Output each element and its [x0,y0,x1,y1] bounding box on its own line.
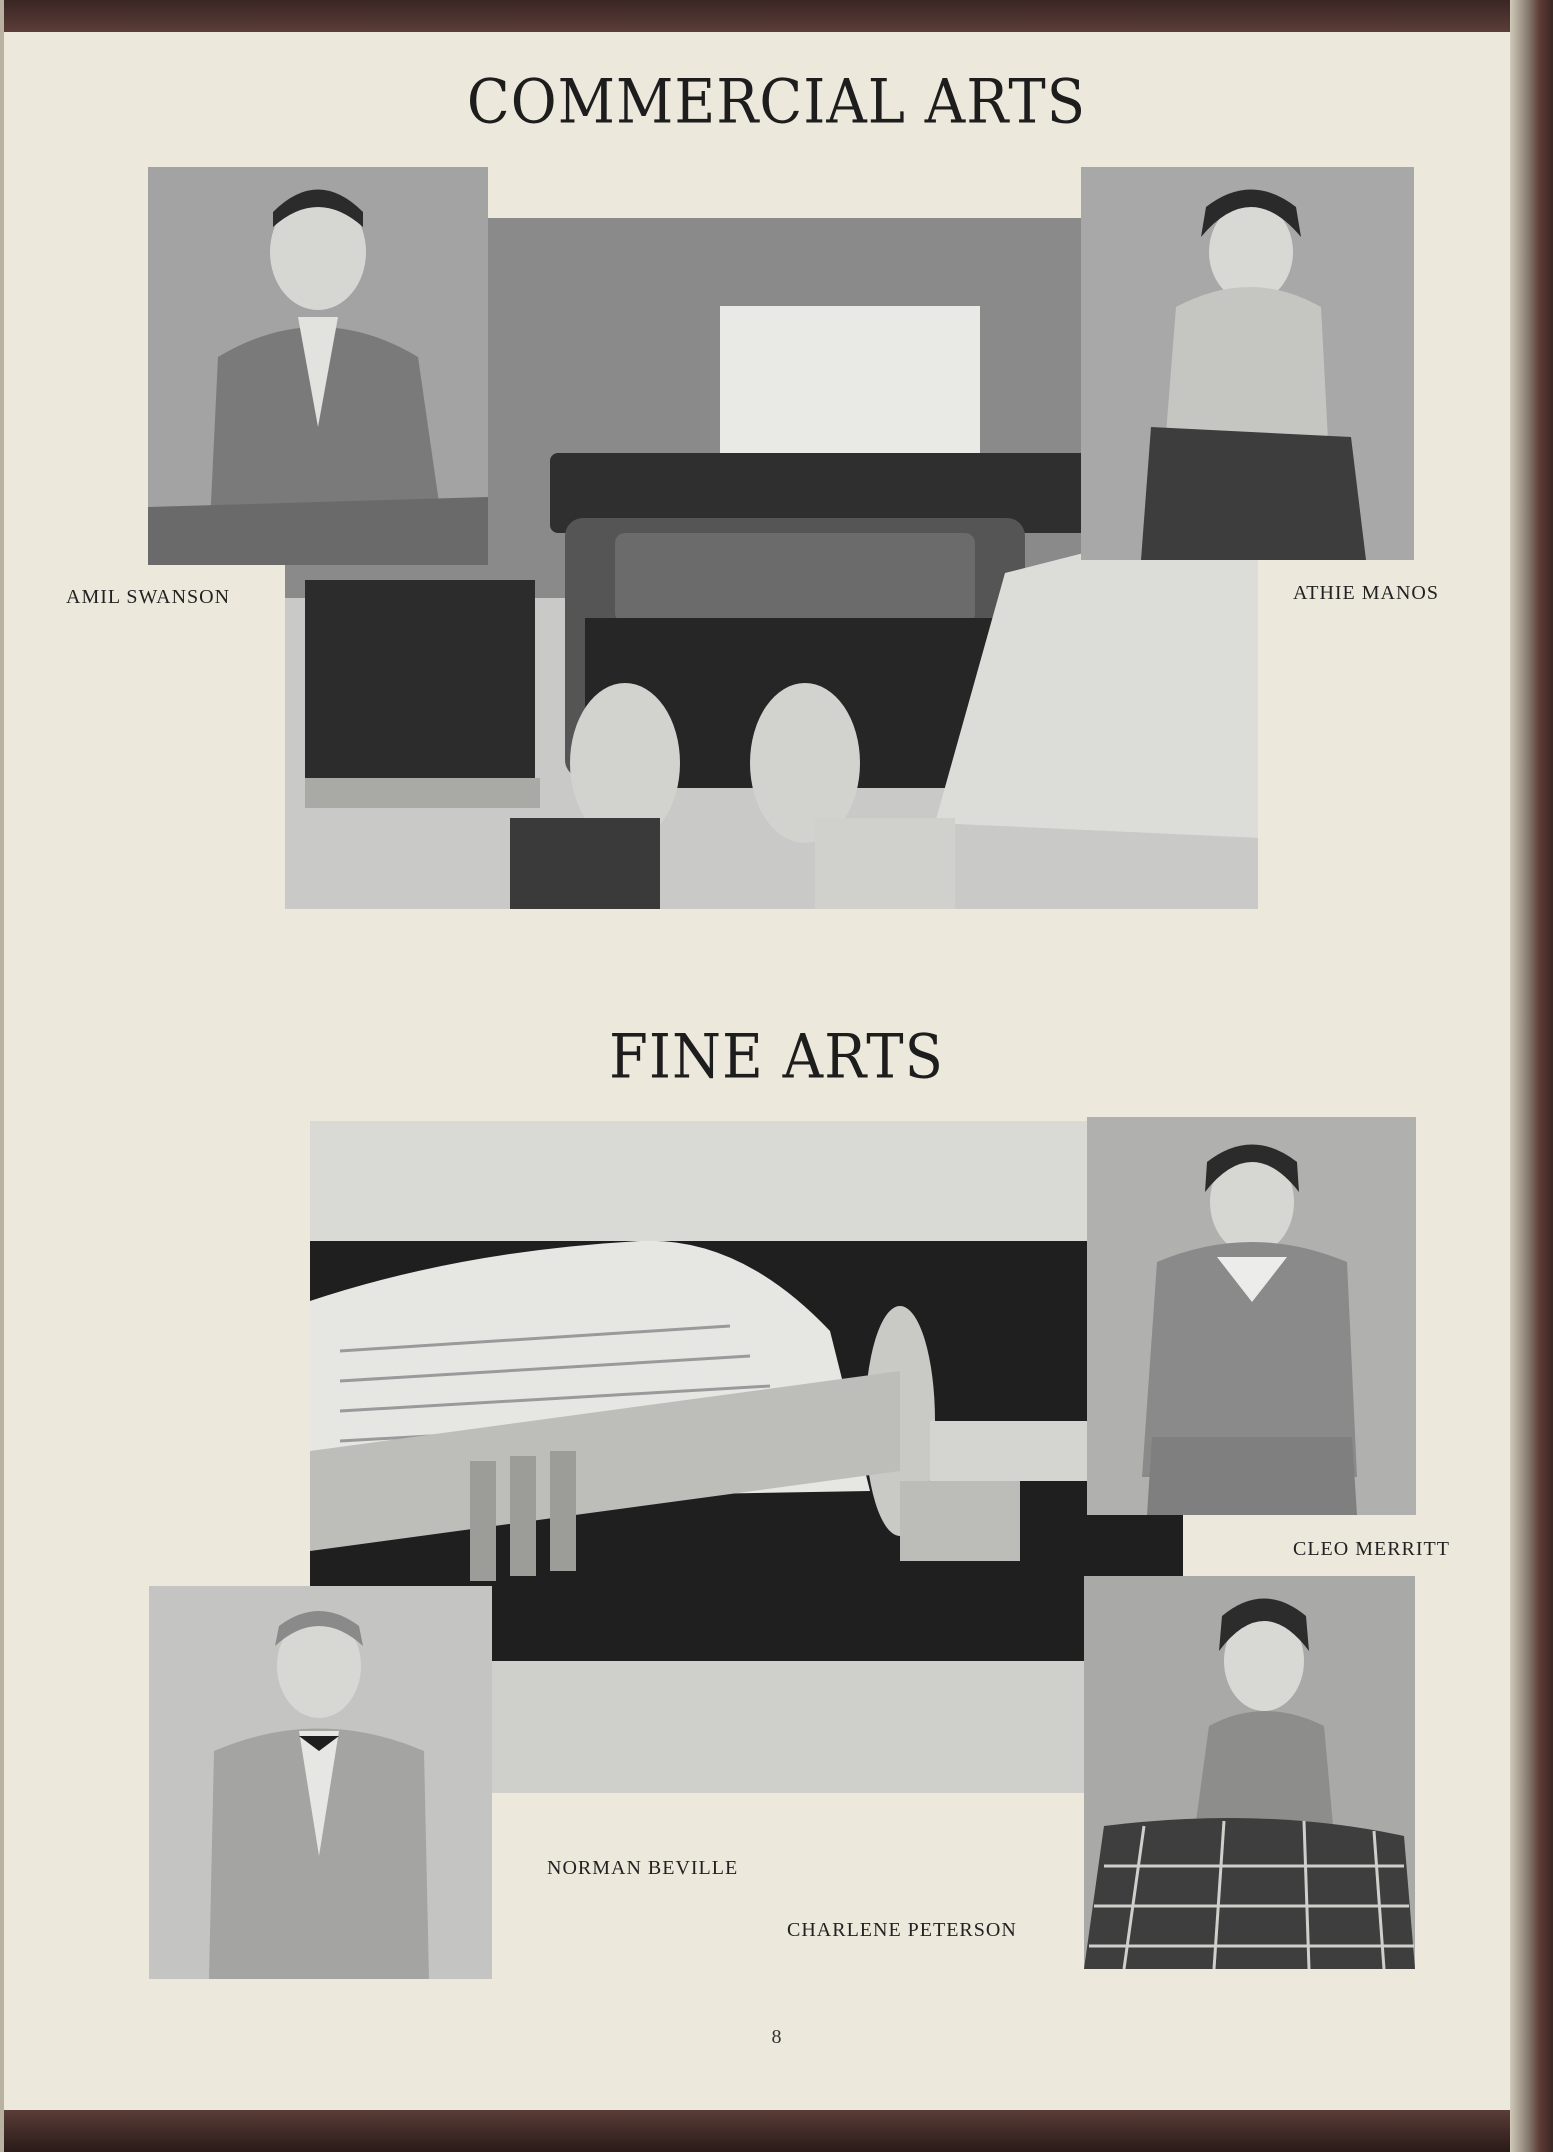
caption-cleo-merritt: CLEO MERRITT [1293,1538,1450,1560]
binding-edge-top [0,0,1553,32]
page-number: 8 [771,2026,782,2048]
caption-amil-swanson: AMIL SWANSON [66,586,231,608]
athie-manos-photo [1081,167,1414,560]
fine-arts-title: FINE ARTS [609,1022,944,1093]
norman-beville-photo [149,1586,492,1979]
binding-edge-bottom [0,2110,1553,2152]
caption-athie-manos: ATHIE MANOS [1293,582,1439,604]
caption-charlene-peterson: CHARLENE PETERSON [787,1919,1017,1941]
amil-swanson-photo [148,167,488,565]
commercial-arts-title: COMMERCIAL ARTS [466,67,1087,138]
cleo-merritt-photo [1087,1117,1416,1515]
charlene-peterson-photo [1084,1576,1415,1969]
caption-norman-beville: NORMAN BEVILLE [547,1857,739,1879]
